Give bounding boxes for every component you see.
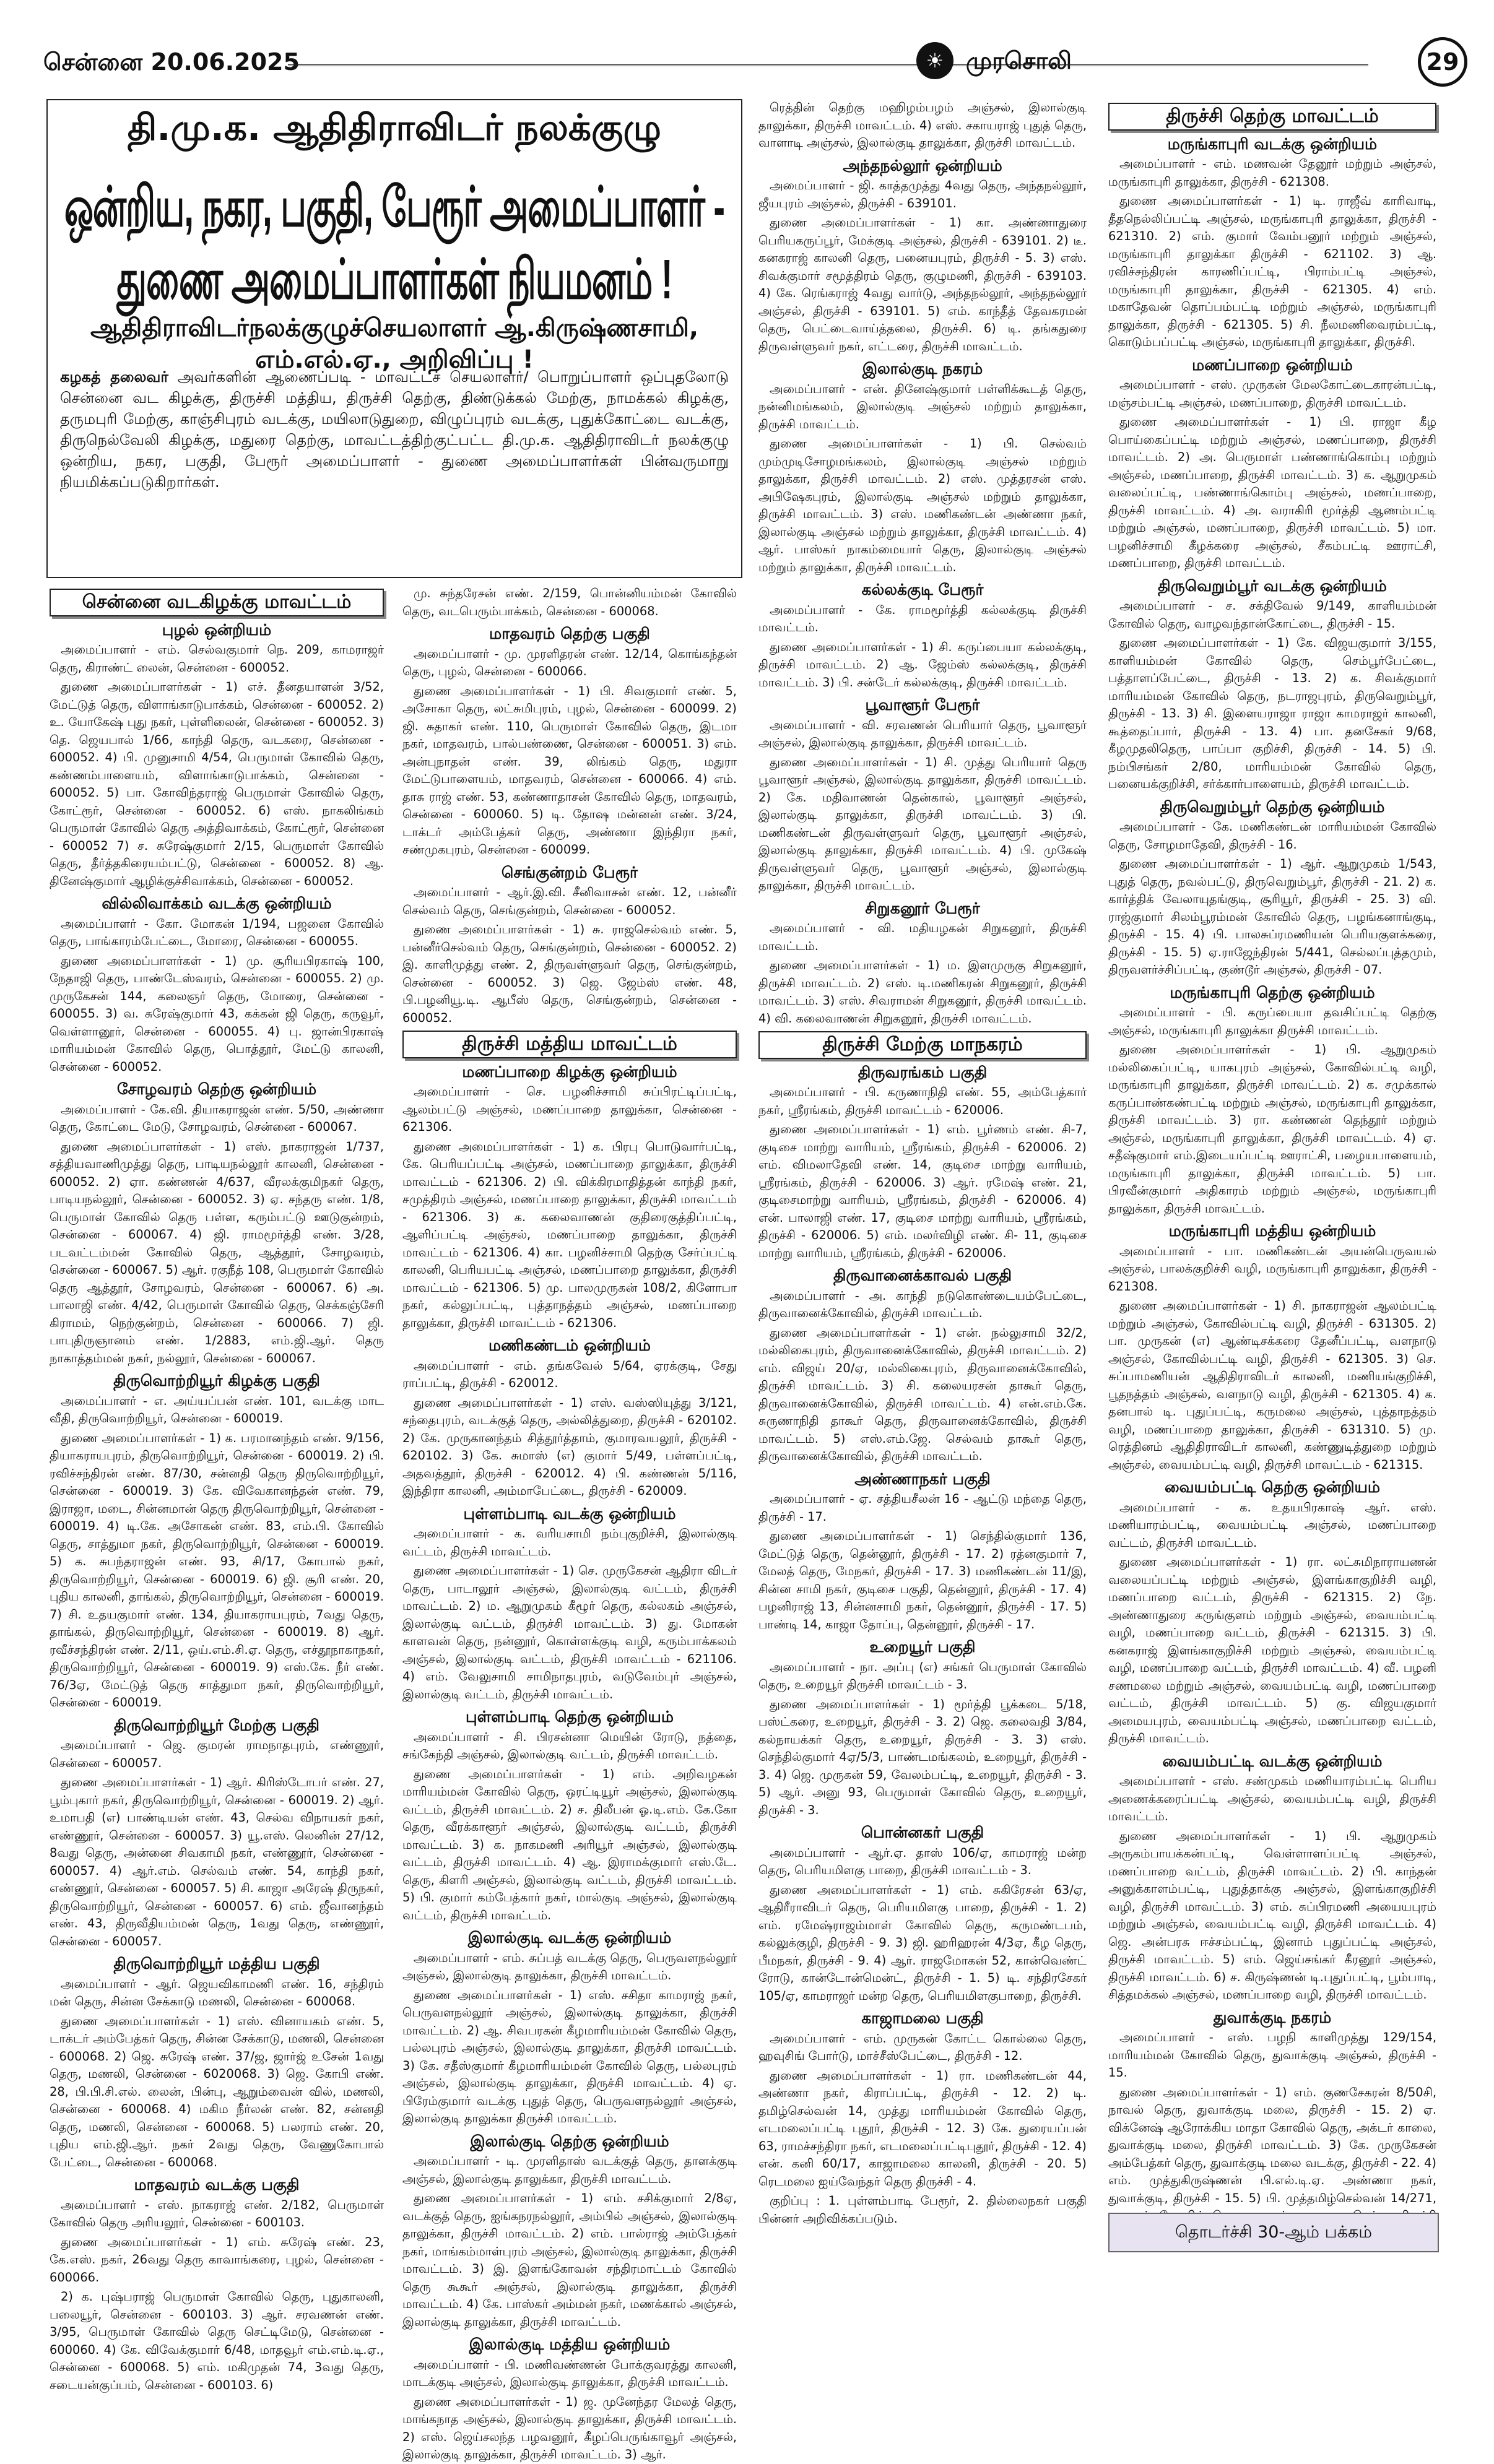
appointment-paragraph: துணை அமைப்பாளர்கள் - 1) எச். தீனதயாளன் 3/52, மேட்டுத் தெரு, விளாங்காடுபாக்கம், சென்னை - 600052. 2) உ. யோகேஷ் புது நகர், புள்ளிலைன், சென்னை - 600052. 3) தெ. ஜெயபால் 1/66, காந்தி தெரு, வடகரை, சென்னை - 600052. 4) பி. முனுசாமி 4/54, பெருமாள் கோவில் தெரு, கண்ணம்பாளையம், விளாங்காடுபாக்கம், சென்னை - 600052. 5) பா. கோவிந்தராஜ் பெருமாள் கோவில் தெரு, கோட்ரூர், சென்னை - 600052. 6) எஸ். நாகலிங்கம் பெருமாள் கோவில் தெரு அத்திவாக்கம், கோட்ரூர், சென்னை - 600052 7) ச. சுரேஷ்குமார் 2/15, பெருமாள் கோவில் தெரு, தீர்த்தகிரையம்பட்டு, சென்னை - 600052. 8) ஆ. தினேஷ்குமார் ஆழிக்குச்சிவாக்கம், சென்னை - 600052. [50, 680, 384, 888]
appointment-paragraph: துணை அமைப்பாளர்கள் - 1) சி. முத்து பெரியார் தெரு பூவாளூர் அஞ்சல், இலால்குடி தாலுக்கா, திருச்சி மாவட்டம். 2) கே. மதிவாணன் தென்கால், பூவாளூர் அஞ்சல், இலால்குடி தாலுக்கா, திருச்சி மாவட்டம். 3) பி. மணிகண்டன் திருவள்ளுவர் தெரு, பூவாளூர் அஞ்சல், இலால்குடி தாலுக்கா, திருச்சி மாவட்டம். 4) பி. முகேஷ் திருவள்ளுவர் தெரு, பூவாளூர் அஞ்சல், இலால்குடி தாலுக்கா, திருச்சி மாவட்டம். [758, 754, 1087, 893]
appointment-paragraph: துணை அமைப்பாளர்கள் - 1) செ. முருகேசன் ஆதிரா விடர் தெரு, பாடாலூர் அஞ்சல், இலால்குடி வட்டம், திருச்சி மாவட்டம். 2) ம. ஆறுமுகம் கீழூர் தெரு, கல்லகம் அஞ்சல், இலால்குடி வட்டம், திருச்சி மாவட்டம். 3) து. மோகன் காளவன் தெரு, நன்னூர், கொள்ளக்குடி வழி, கரும்பாக்கலம் அஞ்சல், இலால்குடி வட்டம், திருச்சி மாவட்டம் - 621106. 4) எம். வேலுசாமி சாமிநாதபுரம், வடுவேம்புர் அஞ்சல், இலால்குடி வட்டம், திருச்சி மாவட்டம். [402, 1563, 737, 1701]
appointment-paragraph: அமைப்பாளர் - கோ. மோகன் 1/194, பஜனை கோவில் தெரு, பாங்காரம்பேட்டை, மோரை, சென்னை - 600055. [50, 916, 384, 948]
section-heading: பொன்னகர் பகுதி [861, 1823, 984, 1841]
appointment-paragraph: அமைப்பாளர் - எஸ். நாகராஜ் எண். 2/182, பெருமாள் கோவில் தெரு அரியலூர், சென்னை - 600103. [50, 2197, 384, 2229]
appointment-paragraph: அமைப்பாளர் - வி. மதியழகன் சிறுகனூர், திருச்சி மாவட்டம். [758, 921, 1087, 953]
headline-box [46, 99, 742, 578]
appointment-paragraph: அமைப்பாளர் - எஸ். சண்முகம் மணியாரம்பட்டி பெரிய அணைக்கரைப்பட்டி அஞ்சல், வையம்பட்டி வழி, திருச்சி மாவட்டம். [1108, 1774, 1436, 1823]
appointment-paragraph: அமைப்பாளர் - நா. அப்பு (எ) சங்கர் பெருமாள் கோவில் தெரு, உறையூர் திருச்சி மாவட்டம் - 3. [758, 1659, 1087, 1692]
appointment-paragraph: துணை அமைப்பாளர்கள் - 1) எம். அறிவழகன் மாரியம்மன் கோவில் தெரு, ஒரட்டியூர் அஞ்சல், இலால்குடி வட்டம், திருச்சி மாவட்டம். 2) ச. திலீபன் ஓ.டி.எம். கே.கோ தெரு, வீரக்காளூர் அஞ்சல், இலால்குடி வட்டம், திருச்சி மாவட்டம். 3) க. நாகமணி அரியூர் அஞ்சல், இலால்குடி வட்டம், திருச்சி மாவட்டம். 4) ஆ. இராமக்குமார் எஸ்.டே. தெரு, கிளரி அஞ்சல், இலால்குடி வட்டம், திருச்சி மாவட்டம். 5) பி. குமார் கம்பேத்கார் நகர், மால்குடி அஞ்சல், இலால்குடி வட்டம், திருச்சி மாவட்டம். [402, 1766, 737, 1922]
appointment-paragraph: துணை அமைப்பாளர்கள் - 1) ஆர். கிரிஸ்டோபர் எண். 27, பூம்புகார் நகர், திருவொற்றியூர், சென்னை - 600019. 2) ஆர். உமாபதி (எ) பாண்டியன் எண். 43, செல்வ விநாயகர் நகர், எண்ணூர், சென்னை - 600057. 3) யூ.எஸ். லெனின் 27/12, 8வது தெரு, அன்னை சிவகாமி நகர், எண்ணூர், சென்னை - 600057. 4) ஆர்.எம். செல்வம் எண். 54, காந்தி நகர், எண்ணூர், சென்னை - 600057. 5) சி. காஜா அரேஷ் திருநகர், திருவொற்றியூர், சென்னை - 600057. 6) எம். ஜீவானந்தம் எண். 43, திருவீதியம்மன் தெரு, 1வது தெரு, எண்ணூர், சென்னை - 600057. [50, 1775, 384, 1948]
district-heading: திருச்சி மத்திய மாவட்டம் [402, 1031, 737, 1058]
column-2 [402, 585, 737, 2462]
appointment-paragraph: அமைப்பாளர் - கே.வி. தியாகராஜன் எண். 5/50, அண்ணா தெரு, கோட்டை மேடு, சோழவரம், சென்னை - 600067. [50, 1102, 384, 1134]
appointment-paragraph: அமைப்பாளர் - அ. காந்தி நடுகொண்டையம்பேட்டை, திருவானைக்கோவில், திருச்சி மாவட்டம். [758, 1288, 1087, 1320]
appointment-paragraph: அமைப்பாளர் - ச. சக்திவேல் 9/149, காளியம்மன் கோவில் தெரு, வாழவந்தான்கோட்டை, திருச்சி - 15. [1108, 599, 1436, 631]
appointment-paragraph: அமைப்பாளர் - ஜி. காத்தமுத்து 4வது தெரு, அந்தநல்லூர், ஜீயபுரம் அஞ்சல், திருச்சி - 639101. [758, 178, 1087, 210]
appointment-paragraph: அமைப்பாளர் - என். தினேஷ்குமார் பள்ளிக்கூடத் தெரு, நன்னிமங்கலம், இலால்குடி அஞ்சல் மற்றும் தாலுக்கா, திருச்சி மாவட்டம். [758, 381, 1087, 431]
appointment-paragraph: அமைப்பாளர் - எஸ். முருகன் மேலகோட்டைகாரன்பட்டி, மஞ்சம்பட்டி அஞ்சல், மணப்பாறை, திருச்சி மாவட்டம். [1108, 378, 1436, 410]
section-heading: மருங்காபுரி வடக்கு ஒன்றியம் [1167, 134, 1378, 153]
appointment-paragraph: துணை அமைப்பாளர்கள் - 1) பி. ஆறுமுகம் மல்லிகைப்பட்டி, யாகபுரம் அஞ்சல், கோவில்பட்டி வழி, மருங்காபுரி தாலுக்கா, திருச்சி மாவட்டம். 2) க. சமுக்கால் கருப்பாண்கண்பட்டி மற்றும் அஞ்சல், மருங்காபுரி தாலுக்கா, திருச்சி மாவட்டம். 3) ரா. கண்ணன் தெந்தூர் மற்றும் அஞ்சல், மருங்காபுரி தாலுக்கா, திருச்சி மாவட்டம். 4) ஏ. சதீஷ்குமார் எம்.இடையப்பட்டி ஊராட்சி, பழையபாளையம், மருங்காபுரி தாலுக்கா, திருச்சி மாவட்டம். 5) பா. பிரவீன்குமார் அதிகாரம் மற்றும் அஞ்சல், மருங்காபுரி தாலுக்கா, திருச்சி மாவட்டம். [1108, 1042, 1436, 1216]
appointment-paragraph: துணை அமைப்பாளர்கள் - 1) எம். குணசேகரன் 8/50சி, நாவல் தெரு, துவாக்குடி மலை, திருச்சி - 15. 2) ஏ. விக்னேஷ் ஆரோக்கிய மாதா கோவில் தெரு, அக்டர் காலை, துவாக்குடி மலை, திருச்சி மாவட்டம். 3) கே. முருகேசன் அம்பேத்கர் தெரு, துவாக்குடி மலை வடக்கு, திருச்சி - 22. 4) எம். முத்துகிருஷ்ணன் பி.எல்.டி.ஏ. அண்ணா நகர், துவாக்குடி, திருச்சி - 15. 5) பி. முத்தமிழ்செல்வன் 14/271, [1108, 2085, 1436, 2205]
appointment-paragraph: துணை அமைப்பாளர்கள் - 1) ஜ. முனேந்தர மேலத் தெரு, மாங்கநாத அஞ்சல், இலால்குடி தாலுக்கா, திருச்சி மாவட்டம். 2) எஸ். ஜெய்சலந்த பழவனூர், கீழப்பெருங்காவூர் அஞ்சல், இலால்குடி தாலுக்கா, திருச்சி மாவட்டம். 3) ஆர். [402, 2394, 737, 2462]
appointment-paragraph: துணை அமைப்பாளர்கள் - 1) ரா. மணிகண்டன் 44, அண்ணா நகர், கிராப்பட்டி, திருச்சி - 12. 2) டி. தமிழ்செல்வன் 14, முத்து மாரியம்மன் கோவில் தெரு, எடமலைப்பட்டி புதூர், திருச்சி - 12. 3) கே. துரையப்பன் 63, ராமச்சந்திரா நகர், எடமலைப்பட்டிபுதூர், திருச்சி - 12. 4) என். கனி 60/17, காஜாமலை காலனி, திருச்சி - 20. 5) ரெடமலை ஐய்வேந்தர் தெரு திருச்சி - 4. [758, 2068, 1087, 2189]
appointment-paragraph: அமைப்பாளர் - க. வரியசாமி நம்புகுறிச்சி, இலால்குடி வட்டம், திருச்சி மாவட்டம். [402, 1526, 737, 1558]
section-heading: காஜாமலை பகுதி [861, 2009, 984, 2027]
appointment-paragraph: அமைப்பாளர் - எம். முருகன் கோட்ட கொல்லை தெரு, ஹவுசிங் போர்டு, மாச்சீஸ்பேட்டை, திருச்சி - 12. [758, 2031, 1087, 2063]
appointment-paragraph: துணை அமைப்பாளர்கள் - 1) பி. செல்வம் மும்முடிசோழமங்கலம், இலால்குடி அஞ்சல் மற்றும் தாலுக்கா, திருச்சி மாவட்டம். 2) எஸ். முத்தரசன் எஸ். அபிஷேகபுரம், இலால்குடி அஞ்சல் மற்றும் தாலுக்கா, திருச்சி மாவட்டம். 3) எஸ். மணிகண்டன் அண்ணா நகர், இலால்குடி அஞ்சல் மற்றும் தாலுக்கா, திருச்சி மாவட்டம். 4) ஆர். பாஸ்கர் நாகம்மையார் தெரு, இலால்குடி அஞ்சல் மற்றும் தாலுக்கா, திருச்சி மாவட்டம். [758, 436, 1087, 574]
section-heading: செங்குன்றம் பேரூர் [501, 863, 638, 881]
appointment-paragraph: அமைப்பாளர் - ஆர்.இ.வி. சீனிவாசன் எண். 12, பன்னீர் செல்வம் தெரு, செங்குன்றம், சென்னை - 600052. [402, 885, 737, 917]
appointment-paragraph: துணை அமைப்பாளர்கள் - 1) எம். சுகிரேசன் 63/ஏ, ஆதிரீராவிடர் தெரு, பெரியமிளகு பாறை, திருச்சி - 1. 2) எம். ரமேஷ்ராஜம்மாள் கோவில் தெரு, கருமண்டபம், கல்லுக்குழி, திருச்சி - 9. 3) ஜி. ஹரிஹரன் 4/3ஏ, கீழ தெரு, பீமநகர், திருச்சி - 9. 4) ஆர். ராஜமோகன் 52, கான்வெண்ட் ரோடு, கான்டோன்மென்ட், திருச்சி - 1. 5) டி. சந்திரசேகர் 105/ஏ, காமராஜர் மன்ற தெரு, பெரியமிளகுபாறை, திருச்சி. [758, 1882, 1087, 2003]
appointment-paragraph: குறிப்பு : 1. புள்ளம்பாடி பேரூர், 2. தில்லைநகர் பகுதி பின்னர் அறிவிக்கப்படும். [758, 2194, 1087, 2226]
appointment-paragraph: துணை அமைப்பாளர்கள் - 1) எஸ். வினாயகம் எண். 5, டாக்டர் அம்பேத்கர் தெரு, சின்ன சேக்காடு, மணலி, சென்னை - 600068. 2) ஜெ. சுரேஷ் எண். 37/ஜ, ஜார்ஜ் உசேன் 1வது தெரு, மணலி, சென்னை - 6020068. 3) ஜெ. கோபி எண். 28, பி.பி.சி.எல். லைன், பின்பு, ஆறும்வைன் வில், மணலி, சென்னை - 600068. 4) மகிம நீர்லன் எண். 82, சன்னதி தெரு, மணலி, சென்னை - 600068. 5) பலராம் எண். 20, புதிய எம்.ஜி.ஆர். நகர் 2வது தெரு, வேணுகோபால் பேட்டை, சென்னை - 600068. [50, 2013, 384, 2169]
appointment-paragraph: அமைப்பாளர் - டி. முரளிதாஸ் வடக்குத் தெரு, தாளக்குடி அஞ்சல், இலால்குடி தாலுக்கா, திருச்சி மாவட்டம். [402, 2154, 737, 2186]
section-heading: திருவெறும்பூர் வடக்கு ஒன்றியம் [1158, 576, 1387, 595]
appointment-paragraph: அமைப்பாளர் - எ. அய்யப்பன் எண். 101, வடக்கு மாட வீதி, திருவொற்றியூர், சென்னை - 600019. [50, 1393, 384, 1425]
headline-title: தி.மு.க. ஆதிதிராவிடர் நலக்குழு [127, 106, 662, 149]
section-heading: சிறுகனூர் பேரூர் [865, 899, 980, 917]
appointment-paragraph: துணை அமைப்பாளர்கள் - 1) சி. நாகராஜன் ஆலம்பட்டி மற்றும் அஞ்சல், கோவில்பட்டி வழி, திருச்சி - 631305. 2) பா. முருகன் (எ) ஆண்டிசக்கரை தேனீப்பட்டி, வளநாடு அஞ்சல், கோவில்பட்டி வழி, திருச்சி - 621305. 3) செ. சுப்பாமணியன் ஆதிதிராவிடர் காலனி, மணியங்குறிச்சி, பூதநத்தம் அஞ்சல், வளநாடு வழி, திருச்சி - 621305. 4) க. தனபால் டி. புதுப்பட்டி, கருமலை அஞ்சல், புத்தாநத்தம் வழி, மணப்பாறை தாலுக்கா, திருச்சி - 631310. 5) மு. ரெத்தினம் ஆதிதிராவிடர் காலனி, கண்ணுடித்துறை மற்றும் அஞ்சல், வையம்பட்டி வழி, திருச்சி மாவட்டம் - 621315. [1108, 1299, 1436, 1472]
appointment-paragraph: துணை அமைப்பாளர்கள் - 1) எஸ். வஸ்ஸியுத்து 3/121, சந்தைபுரம், வடக்குத் தெரு, அல்லித்துறை, திருச்சி - 620102. 2) கே. முருகானந்தம் சித்தூர்த்தாம், குமாரவயலூர், திருச்சி - 620102. 3) கே. சுமாஸ் (எ) குமார் 5/49, பள்ளப்பட்டி, அதவத்தூர், திருச்சி - 620012. 4) பி. கண்ணன் 5/116, இந்திரா காலனி, அம்மாபேட்டை, திருச்சி - 620009. [402, 1395, 737, 1498]
section-heading: திருவொற்றியூர் மேற்கு பகுதி [114, 1716, 319, 1734]
section-heading: இலால்குடி மத்திய ஒன்றியம் [469, 2335, 671, 2353]
section-heading: மருங்காபுரி தெற்கு ஒன்றியம் [1170, 983, 1375, 1001]
appointment-paragraph: துணை அமைப்பாளர்கள் - 1) க. பிரபு பொடுவார்பட்டி, கே. பெரியப்பட்டி அஞ்சல், மணப்பாறை தாலுக்கா, திருச்சி மாவட்டம் - 621306. 2) பி. விக்கிரமாதித்தன் காந்தி நகர், சமுத்திரம் அஞ்சல், மணப்பாறை தாலுக்கா, திருச்சி மாவட்டம் - 621306. 3) க. கலைவாணன் குதிரைகுத்திப்பட்டி, ஆளிப்பட்டி அஞ்சல், மணப்பாறை தாலுக்கா, திருச்சி மாவட்டம் - 621306. 4) கா. பழனிச்சாமி தெற்கு சேர்ப்பட்டி காலனி, பெரியபட்டி அஞ்சல், மணப்பாறை தாலுக்கா, திருச்சி மாவட்டம் - 621306. 5) மு. பாலமுருகன் 108/2, கிளோபா நகர், கல்லுப்பட்டி, புத்தாநத்தம் அஞ்சல், மணப்பாறை தாலுக்கா, திருச்சி மாவட்டம் - 621306. [402, 1139, 737, 1330]
section-heading: இலால்குடி நகரம் [862, 360, 983, 378]
section-heading: இலால்குடி வடக்கு ஒன்றியம் [467, 1929, 672, 1947]
section-heading: திருவொற்றியூர் மத்திய பகுதி [113, 1955, 320, 1973]
issue-date: சென்னை 20.06.2025 [43, 48, 300, 76]
headline-main: ஒன்றிய, நகர, பகுதி, பேரூர் அமைப்பாளர் - துணை அமைப்பாளர்கள் நியமனம் ! [64, 175, 725, 311]
appointment-paragraph: மு. சுந்தரேசன் எண். 2/159, பொன்னியம்மன் கோவில் தெரு, வடபெரும்பாக்கம், சென்னை - 600068. [402, 586, 737, 618]
district-heading: திருச்சி மேற்கு மாநகரம் [758, 1031, 1087, 1059]
section-heading: திருவானைக்காவல் பகுதி [833, 1266, 1012, 1284]
section-heading: திருவரங்கம் பகுதி [858, 1063, 988, 1081]
masthead [43, 37, 1461, 96]
appointment-paragraph: அமைப்பாளர் - எம். தங்கவேல் 5/64, ஏரக்குடி, சேது ராப்பட்டி, திருச்சி - 620012. [402, 1358, 737, 1390]
section-heading: துவாக்குடி நகரம் [1213, 2008, 1332, 2026]
section-heading: மாதவரம் தெற்கு பகுதி [489, 625, 650, 642]
appointment-paragraph: துணை அமைப்பாளர்கள் - 1) ம. இளமுருகு சிறுகனூர், திருச்சி மாவட்டம். 2) எஸ். டி.மணிகரன் சிறுகனூர், திருச்சி மாவட்டம். 3) எஸ். சிவராமன் சிறுகனூர், திருச்சி மாவட்டம். 4) வி. கலைவாணன் சிறுகனூர், திருச்சி மாவட்டம். [758, 958, 1087, 1026]
intro-lead: கழகத் தலைவர் [60, 368, 168, 386]
section-heading: மருங்காபுரி மத்திய ஒன்றியம் [1168, 1222, 1376, 1240]
appointment-paragraph: துணை அமைப்பாளர்கள் - 1) மூர்த்தி பூக்கடை 5/18, பஸ்ட்கரை, உறையூர், திருச்சி - 3. 2) ஜெ. கலைவதி 3/84, கல்நாயக்கர் தெரு, உறையூர், திருச்சி - 3. 3) எஸ். செந்தில்குமார் 4ஏ/5/3, பாண்டமங்கலம், உறையூர், திருச்சி - 3. 4) ஜெ. முருகன் 59, வேலம்பட்டி, உறையூர், திருச்சி - 3. 5) ஆர். அனு 93, பெருமாள் கோவில் தெரு, உறையூர், திருச்சி - 3. [758, 1697, 1087, 1817]
section-heading: திருவொற்றியூர் கிழக்கு பகுதி [113, 1372, 320, 1390]
appointment-paragraph: அமைப்பாளர் - கே. மணிகண்டன் மாரியம்மன் கோவில் தெரு, சோழமாதேவி, திருச்சி - 16. [1108, 819, 1436, 852]
appointment-paragraph: துணை அமைப்பாளர்கள் - 1) பி. சிவகுமார் எண். 5, அசோகா தெரு, லட்சுமிபுரம், புழல், சென்னை - 600099. 2) ஜி. சுதாகர் எண். 110, பெருமாள் கோவில் தெரு, இடமா நகர், மாதவரம், பால்பண்ணை, சென்னை - 600051. 3) எம். அன்புநாதன் எண். 39, லிங்கம் தெரு, மதுரா மேட்டுபாளையம், மாதவரம், சென்னை - 600066. 4) எம். தாசு ராஜ் எண். 53, கண்ணாதாசன் கோவில் தெரு, மாதவரம், சென்னை - 600060. 5) டி. தோஷ மன்னன் எண். 3/24, டாக்டர் அம்பேத்கர் தெரு, அண்ணா இந்திரா நகர், சண்முகபுரம், சென்னை - 600099. [402, 683, 737, 857]
page-number: 29 [1418, 37, 1467, 87]
appointment-paragraph: அமைப்பாளர் - செ. பழனிச்சாமி சுப்பிரட்டிப்பட்டி, ஆலம்பட்டு அஞ்சல், மணப்பாறை தாலுக்கா, சென்னை - 621306. [402, 1084, 737, 1134]
section-heading: உறையூர் பகுதி [869, 1638, 976, 1656]
appointment-paragraph: அமைப்பாளர் - ஜெ. குமரன் ராமநாதபுரம், எண்ணூர், சென்னை - 600057. [50, 1738, 384, 1770]
appointment-paragraph: அமைப்பாளர் - பி. கருப்பையா தவசிப்பட்டி தெற்கு அஞ்சல், மருங்காபுரி தாலுக்கா திருச்சி மாவட்டம். [1108, 1005, 1436, 1037]
appointment-paragraph: துணை அமைப்பாளர்கள் - 1) கா. அண்ணாதுரை பெரியகருப்பூர், மேக்குடி அஞ்சல், திருச்சி - 639101. 2) டீ. கனகராஜ் காலனி தெரு, பனையபுரம், திருச்சி - 5. 3) எஸ். சிவக்குமார் சமூத்திரம் தெரு, குழுமணி, திருச்சி - 639103. 4) கே. ரெங்கராஜ் 4வது வார்டு, அந்தநல்லூர், அந்தநல்லூர் அஞ்சல், திருச்சி - 639101. 5) எம். காந்தீத் தேவகரமன் தெரு, பெட்டைவாய்த்தலை, திருச்சி. 6) டி. தங்கதுரை திருவள்ளுவர் நகர், எட்டரை, திருச்சி மாவட்டம். [758, 215, 1087, 353]
appointment-paragraph: அமைப்பாளர் - எம். சுப்பத் வடக்கு தெரு, பெருவளநல்லூர் அஞ்சல், இலால்குடி தாலுக்கா, திருச்சி மாவட்டம். [402, 1950, 737, 1982]
appointment-paragraph: அமைப்பாளர் - பி. மணிவண்ணன் போக்குவரத்து காலனி, மாடக்குடி அஞ்சல், இலால்குடி தாலுக்கா, திருச்சி மாவட்டம். [402, 2357, 737, 2389]
appointment-paragraph: அமைப்பாளர் - கே. ராமமூர்த்தி கல்லக்குடி திருச்சி மாவட்டம். [758, 602, 1087, 634]
section-heading: வையம்பட்டி வடக்கு ஒன்றியம் [1162, 1752, 1383, 1770]
appointment-paragraph: துணை அமைப்பாளர்கள் - 1) பி. ராஜா கீழ பொய்கைப்பட்டி மற்றும் அஞ்சல், மணப்பாறை, திருச்சி மாவட்டம். 2) அ. பெருமாள் பண்ணாங்கொம்பு மற்றும் அஞ்சல், மணப்பாறை, திருச்சி மாவட்டம். 3) க. ஆறுமுகம் வலைப்பட்டி, பண்ணாங்கொம்பு அஞ்சல், மணப்பாறை, திருச்சி மாவட்டம். 4) அ. வராகிரி மூர்த்தி ஆணம்பட்டி மற்றும் அஞ்சல், மணப்பாறை, திருச்சி மாவட்டம். 5) மா. பழனிச்சாமி கீழக்கரை அஞ்சல், சீகம்பட்டி ஊராட்சி, மணப்பாறை, திருச்சி மாவட்டம். [1108, 415, 1436, 570]
appointment-paragraph: துணை அமைப்பாளர்கள் - 1) என். நல்லுசாமி 32/2, மல்லிகைபுரம், திருவானைக்கோவில், திருச்சி மாவட்டம். 2) எம். விஜய் 20/ஏ, மல்லிகைபுரம், திருவானைக்கோவில், திருச்சி மாவட்டம். 3) சி. கலையரசன் தாகூர் தெரு, திருவானைக்கோவில், திருச்சி மாவட்டம். 4) என்.எம்.கே. சுருணாநிதி தாகூர் தெரு, திருவானைக்கோவில், திருச்சி மாவட்டம். 5) எஸ்.எம்.ஜே. செல்வம் தாகூர் தெரு, திருவானைக்கோவில், திருச்சி மாவட்டம். [758, 1325, 1087, 1463]
section-heading: இலால்குடி தெற்கு ஒன்றியம் [470, 2132, 669, 2150]
section-heading: புள்ளம்பாடி தெற்கு ஒன்றியம் [466, 1708, 674, 1726]
appointment-paragraph: துணை அமைப்பாளர்கள் - 1) மு. சூரியபிரகாஷ் 100, நேதாஜி தெரு, பாண்டேஸ்வரம், சென்னை - 600055. 2) மு. முருகேசன் 144, கலைஞர் தெரு, மோரை, சென்னை - 600055. 3) வ. சுரேஷ்குமார் 43, கக்கன் ஜி தெரு, கருவூர், வெள்ளானூர், சென்னை - 600055. 4) பு. ஜான்பிரகாஷ் மாரியம்மன் கோவில் தெரு, பொத்தூர், மேட்டு காலனி, சென்னை - 600052. [50, 953, 384, 1074]
section-heading: வையம்பட்டி தெற்கு ஒன்றியம் [1164, 1478, 1381, 1496]
appointment-paragraph: துணை அமைப்பாளர்கள் - 1) சு. ராஜசெல்வம் எண். 5, பன்னீர்செல்வம் தெரு, செங்குன்றம், சென்னை - 600052. 2) இ. காளிமுத்து எண். 2, திருவள்ளுவர் தெரு, செங்குன்றம், சென்னை - 600052. 3) ஜெ. ஜேம்ஸ் எண். 48, பி.பழனியூ.டி. ஆபீஸ் தெரு, செங்குன்றம், சென்னை - 600052. [402, 922, 737, 1025]
appointment-paragraph: துணை அமைப்பாளர்கள் - 1) சி. கருப்பையா கல்லக்குடி, திருச்சி மாவட்டம். 2) ஆ. ஜேம்ஸ் கல்லக்குடி, திருச்சி மாவட்டம். 3) பி. சன்டேர் கல்லக்குடி, திருச்சி மாவட்டம். [758, 639, 1087, 689]
appointment-paragraph: அமைப்பாளர் - க. உதயபிரகாஷ் ஆர். எஸ். மணியாரம்பட்டி, வையம்பட்டி அஞ்சல், மணப்பாறை வட்டம், திருச்சி மாவட்டம். [1108, 1500, 1436, 1550]
appointment-paragraph: துணை அமைப்பாளர்கள் - 1) ரா. லட்சுமிநாராயணன் வலையப்பட்டி மற்றும் அஞ்சல், இளங்காகுறிச்சி வழி, மணப்பாறை வட்டம், திருச்சி - 621315. 2) நே. அண்ணாதுரை கருங்குளம் மற்றும் அஞ்சல், வையம்பட்டி வழி, மணப்பாறை வட்டம், திருச்சி - 621315. 3) பி. கனகராஜ் இளங்காகுறிச்சி மற்றும் அஞ்சல், வையம்பட்டி வழி, மணப்பாறை வட்டம், திருச்சி மாவட்டம். 4) வீ. பழனி சணமலை மற்றும் அஞ்சல், வையம்பட்டி வழி, மணப்பாறை வட்டம், திருச்சி மாவட்டம். 5) கு. விஜயகுமார் அமையபுரம், வையம்பட்டி அஞ்சல், மணப்பாறை வட்டம், திருச்சி மாவட்டம். [1108, 1555, 1436, 1745]
appointment-paragraph: அமைப்பாளர் - பி. கருணாநிதி எண். 55, அம்பேத்கார் நகர், ஸ்ரீரங்கம், திருச்சி மாவட்டம் - 620006. [758, 1085, 1087, 1117]
appointment-paragraph: அமைப்பாளர் - எம். மணவன் தேனூர் மற்றும் அஞ்சல், மருங்காபுரி தாலுக்கா, திருச்சி - 621308. [1108, 157, 1436, 189]
appointment-paragraph: அமைப்பாளர் - எம். செல்வகுமார் நெ. 209, காமராஜர் தெரு, கிராண்ட் லைன், சென்னை - 600052. [50, 642, 384, 675]
section-heading: திருவெறும்பூர் தெற்கு ஒன்றியம் [1160, 797, 1385, 816]
appointment-paragraph: ரெத்தின் தெற்கு மஹிழம்பழம் அஞ்சல், இலால்குடி தாலுக்கா, திருச்சி மாவட்டம். 4) எஸ். சகாயராஜ் புதுத் தெரு, வாளாடி அஞ்சல், இலால்குடி தாலுக்கா, திருச்சி மாவட்டம். [758, 100, 1087, 150]
section-heading: கல்லக்குடி பேரூர் [861, 581, 984, 599]
appointment-paragraph: துணை அமைப்பாளர்கள் - 1) எம். சுரேஷ் எண். 23, கே.எஸ். நகர், 26வது தெரு காவாங்கரை, புழல், சென்னை - 600066. [50, 2234, 384, 2285]
section-heading: புழல் ஒன்றியம் [162, 620, 272, 639]
section-heading: அந்தநல்லூர் ஒன்றியம் [843, 156, 1002, 175]
masthead-rule-right [1049, 64, 1368, 66]
section-heading: வில்லிவாக்கம் வடக்கு ஒன்றியம் [102, 894, 332, 912]
appointment-paragraph: துணை அமைப்பாளர்கள் - 1) எஸ். சசிதா காமராஜ் நகர், பெருவளநல்லூர் அஞ்சல், இலால்குடி தாலுக்கா, திருச்சி மாவட்டம். 2) ஆ. சிவபரகன் கீழமாரியம்மன் கோவில் தெரு, பல்லபுரம் அஞ்சல், இலால்குடி தாலுக்கா, திருச்சி மாவட்டம். 3) கே. சதீஸ்குமார் கீழமாரியம்மன் கோவில் தெரு, பல்லபுரம் அஞ்சல், இலால்குடி தாலுக்கா, திருச்சி மாவட்டம். 4) ஏ. பிரேம்குமார் வடக்கு புதுத் தெரு, பெருவளநல்லூர் அஞ்சல், இலால்குடி தாலுக்கா திருச்சி மாவட்டம். [402, 1987, 737, 2125]
section-heading: மணப்பாறை ஒன்றியம் [1192, 355, 1353, 374]
column-4 [1108, 99, 1436, 2203]
appointment-paragraph: அமைப்பாளர் - சி. பிரசன்னா மெயின் ரோடு, நத்தை, சங்கேந்தி அஞ்சல், இலால்குடி வட்டம், திருச்சி மாவட்டம். [402, 1729, 737, 1762]
section-heading: பூவாளூர் பேரூர் [865, 696, 980, 714]
appointment-paragraph: 2) க. புஷ்பராஜ் பெருமாள் கோவில் தெரு, புதுகாலனி, பலையூர், சென்னை - 600103. 3) ஆர். சரவணன் எண். 3/95, பெருமாள் கோவில் தெரு செட்டிமேடு, சென்னை - 600060. 4) கே. விவேக்குமார் 6/48, மாதவூர் எம்.எம்.டி.ஏ., சென்னை - 600068. 5) எம். மகிமுதன் 74, 3வது தெரு, சடையன்குப்பம், சென்னை - 600103. 6) [50, 2289, 384, 2392]
appointment-paragraph: துணை அமைப்பாளர்கள் - 1) ஆர். ஆறுமுகம் 1/543, புதுத் தெரு, நவல்பட்டு, திருவெறும்பூர், திருச்சி - 21. 2) க. கார்த்திக் வேலாயுதங்குடி, சூரியூர், திருச்சி - 25. 3) வி. ராஜ்குமார் சிலம்பூரம்மன் கோவில் தெரு, பழங்கனாங்குடி, திருச்சி - 15. 4) பி. பாலசுப்ரமணியன் பெரியகுளக்கரை, திருச்சி - 15. 5) ஏ.ராஜேந்திரன் 5/441, செல்லப்புத்தமும், திருவளர்ச்சிப்பட்டி, குண்டூர் அஞ்சல், திருச்சி - 07. [1108, 857, 1436, 977]
section-heading: மாதவரம் வடக்கு பகுதி [134, 2176, 300, 2194]
appointment-paragraph: துணை அமைப்பாளர்கள் - 1) க. பரமானந்தம் எண். 9/156, தியாகராயபுரம், திருவொற்றியூர், சென்னை - 600019. 2) பி. ரவிச்சந்திரன் எண். 87/30, சன்னதி தெரு திருவொற்றியூர், சென்னை - 600019. 3) கே. விவேகானந்தன் எண். 79, இராஜா, மடை, சின்னமான் தெரு திருவொற்றியூர், சென்னை - 600019. 4) டி.கே. அசோகன் எண். 83, எம்.பி. கோவில் தெரு, சாத்துமா நகர், திருவொற்றியூர், சென்னை - 600019. 5) க. சுபந்தராஜன் எண். 93, சி/17, கோபால் நகர், திருவொற்றியூர், சென்னை - 600019. 6) ஜி. சூரி எண். 20, புதிய காலனி, தாங்கல், திருவொற்றியூர், சென்னை - 600019. 7) சி. உதயகுமார் எண். 134, தியாகராயபுரம், 7வது தெரு, தாங்கல், திருவொற்றியூர், சென்னை - 600019. 8) ஆர். ரவீச்சந்திரன் எண். 2/11, ஒய்.எம்.சி.ஏ. தெரு, எச்தூநாகாநகர், திருவொற்றியூர், சென்னை - 600019. 9) எஸ்.கே. நீர் எண். 76/3ஏ, மேட்டுத் தெரு சாத்துமா நகர், திருவொற்றியூர், சென்னை - 600019. [50, 1430, 384, 1710]
column-3 [758, 99, 1087, 2253]
section-heading: அண்ணாநகர் பகுதி [854, 1469, 991, 1488]
appointment-paragraph: துணை அமைப்பாளர்கள் - 1) டி. ராஜீவ் காரிவாடி, தீதநெல்லிப்பட்டி அஞ்சல், மருங்காபுரி தாலுக்கா, திருச்சி - 621310. 2) எம். குமார் வேம்பனூர் மற்றும் அஞ்சல், மருங்காபுரி தாலுக்கா திருச்சி - 621102. 3) ஆ. ரவிச்சந்திரன் காரணிப்பட்டி, பிராம்பட்டி அஞ்சல், மருங்காபுரி தாலுக்கா, திருச்சி - 621305. 4) எம். மகாதேவன் தொப்பம்பட்டி மற்றும் அஞ்சல், மருங்காபுரி தாலுக்கா, திருச்சி - 621305. 5) சி. நீலமணிவைரம்பட்டி, கொடும்பப்பட்டி அஞ்சல், மருங்காபுரி தாலுக்கா, திருச்சி. [1108, 194, 1436, 349]
newspaper-name: முரசொலி [966, 47, 1072, 74]
appointment-paragraph: துணை அமைப்பாளர்கள் - 1) செந்தில்குமார் 136, மேட்டுத் தெரு, தென்னூர், திருச்சி - 17. 2) ரத்னகுமார் 7, மேலத் தெரு, மேநகர், திருச்சி - 17. 3) மணிகண்டன் 11/இ, சின்ன சாமி நகர், குடிசை பகுதி, தென்னூர், திருச்சி - 17. 4) பழனிராஜ் 13, சின்னசாமி நகர், தென்னூர், திருச்சி - 17. 5) பாண்டி 14, காஜா தோப்பு, தென்னூர், திருச்சி - 17. [758, 1529, 1087, 1632]
appointment-paragraph: துணை அமைப்பாளர்கள் - 1) எம். பூர்ணம் எண். சி-7, குடிசை மாற்று வாரியம், ஸ்ரீரங்கம், திருச்சி - 620006. 2) எம். விமலாதேவி எண். 14, குடிசை மாற்று வாரியம், ஸ்ரீரங்கம், திருச்சி - 620006. 3) ஆர். ரமேஷ் எண். 21, குடிசைமாற்று வாரியம், ஸ்ரீரங்கம், திருச்சி - 620006. 4) என். பாலாஜி எண். 17, குடிசை மாற்று வாரியம், ஸ்ரீரங்கம், திருச்சி - 620006. 5) எம். மலர்விழி எண். சி- 11, குடிசை மாற்று வாரியம், ஸ்ரீரங்கம், திருச்சி - 620006. [758, 1122, 1087, 1260]
section-heading: புள்ளம்பாடி வடக்கு ஒன்றியம் [463, 1504, 676, 1523]
appointment-paragraph: அமைப்பாளர் - ஏ. சத்தியசீலன் 16 - ஆட்டு மந்தை தெரு, திருச்சி - 17. [758, 1492, 1087, 1524]
appointment-paragraph: அமைப்பாளர் - ஆர்.ஏ. தாஸ் 106/ஏ, காமராஜ் மன்ற தெரு, பெரியமிளகு பாறை, திருச்சி மாவட்டம் - 3. [758, 1845, 1087, 1877]
continuation-note: தொடர்ச்சி 30-ஆம் பக்கம் [1108, 2213, 1439, 2252]
appointment-paragraph: அமைப்பாளர் - பா. மணிகண்டன் அயன்பெருவயல் அஞ்சல், பாலக்குறிச்சி வழி, மருங்காபுரி தாலுக்கா, திருச்சி - 621308. [1108, 1243, 1436, 1294]
section-heading: சோழவரம் தெற்கு ஒன்றியம் [116, 1080, 317, 1098]
section-heading: மணப்பாறை கிழக்கு ஒன்றியம் [462, 1062, 677, 1081]
appointment-paragraph: துணை அமைப்பாளர்கள் - 1) எஸ். நாகராஜன் 1/737, சத்தியவாணிமுத்து தெரு, பாடியநல்லூர் காலனி, சென்னை - 600052. 2) ஏா. கண்ணன் 4/637, வீரலக்குமிநகர் தெரு, பாடியநல்லூர், சென்னை - 600052. 3) ஏ. சந்தரு எண். 1/8, பெருமாள் கோவில் தெரு பள்ள, கரும்பட்டு ஊடுகுன்றம், சென்னை - 600067. 4) ஜி. ராமமூர்த்தி எண். 3/28, படவட்டம்மன் கோவில் தெரு, ஆத்தூர், சோழவரம், சென்னை - 600067. 5) ஆர். ரகுநீத் 108, பெருமாள் கோவில் தெரு ஆத்தூர், சோழவரம், சென்னை - 600067. 6) அ. பாலாஜி எண். 4/42, பெருமாள் கோவில் தெரு, செக்கஞ்சேரி கிராமம், நெற்குன்றம், சென்னை - 600066. 7) ஜி. பாபுதிருஞானம் எண். 1/2883, எம்.ஜி.ஆர். தெரு நாகாத்தம்மன் நகர், நல்லூர், சென்னை - 600067. [50, 1139, 384, 1365]
district-heading: திருச்சி தெற்கு மாவட்டம் [1108, 103, 1436, 131]
appointment-paragraph: அமைப்பாளர் - வி. சரவணன் பெரியார் தெரு, பூவாளூர் அஞ்சல், இலால்குடி தாலுக்கா, திருச்சி மாவட்டம். [758, 717, 1087, 750]
appointment-paragraph: அமைப்பாளர் - மு. முரளிதரன் எண். 12/14, கொங்கந்தன் தெரு, புழல், சென்னை - 600066. [402, 646, 737, 678]
appointment-paragraph: அமைப்பாளர் - எஸ். பழநி காளிமுத்து 129/154, மாரியம்மன் கோவில் தெரு, துவாக்குடி அஞ்சல், திருச்சி - 15. [1108, 2030, 1436, 2080]
headline-intro [60, 366, 729, 493]
intro-text: அவர்களின் ஆணைப்படி - மாவட்டச் செயலாளர்/ பொறுப்பாளர் ஒப்புதலோடு சென்னை வட கிழக்கு, திருச்சி மத்திய, திருச்சி தெற்கு, திண்டுக்கல் மேற்கு, நாமக்கல் கிழக்கு, தருமபுரி மேற்கு, காஞ்சிபுரம் வடக்கு, மயிலாடுதுறை, விழுப்புரம் வடக்கு, புதுக்கோட்டை வடக்கு, திருநெல்வேலி கிழக்கு, மதுரை தெற்கு, மாவட்டத்திற்குட்பட்ட தி.மு.க. ஆதிதிராவிடர் நலக்குழு ஒன்றிய, நகர, பகுதி, பேரூர் அமைப்பாளர் - துணை அமைப்பாளர்கள் பின்வருமாறு நியமிக்கப்படுகிறார்கள். [60, 368, 729, 491]
headline-subtitle: ஆதிதிராவிடர்நலக்குழுச்செயலாளர் ஆ.கிருஷ்ணசாமி, எம்.எல்.ஏ., அறிவிப்பு ! [90, 314, 699, 374]
appointment-paragraph: அமைப்பாளர் - ஆர். ஜெயவிகாமணி எண். 16, சந்திரம் மன் தெரு, சின்ன சேக்காடு மணலி, சென்னை - 600068. [50, 1976, 384, 2008]
appointment-paragraph: துணை அமைப்பாளர்கள் - 1) கே. விஜயகுமார் 3/155, காளியம்மன் கோவில் தெரு, செம்பூர்பேட்டை, பத்தாளப்பேட்டை, திருச்சி - 13. 2) க. சிவக்குமார் மாரியம்மன் கோவில் தெரு, நடராஜபுரம், திருவெறும்பூர், திருச்சி - 13. 3) சி. இளையராஜா ராஜா காமராஜர் காலனி, கூத்தைப்பார், திருச்சி - 13. 4) பா. தனசேகர் 9/68, கீழமுதலிதெரு, பாப்பா குறிச்சி, திருச்சி - 14. 5) பி. நம்பிசங்கர் 2/80, மாரியம்மன் கோவில் தெரு, பனையக்குறிச்சி, சர்க்கார்பாளையம், திருச்சி மாவட்டம். [1108, 636, 1436, 791]
party-logo-icon: ☀ [916, 42, 953, 79]
district-heading: சென்னை வடகிழக்கு மாவட்டம் [50, 589, 384, 616]
section-heading: மணிகண்டம் ஒன்றியம் [488, 1336, 651, 1354]
appointment-paragraph: துணை அமைப்பாளர்கள் - 1) எம். சசிக்குமார் 2/8ஏ, வடக்குத் தெரு, ஐங்கநரநல்லூர், அம்பில் அஞ்சல், இலால்குடி தாலுக்கா, திருச்சி மாவட்டம். 2) எம். பால்ராஜ் அம்பேத்கர் நகர், மாங்கம்மாள்புரம் அஞ்சல், இலால்குடி தாலுக்கா, திருச்சி மாவட்டம். 3) இ. இளங்கோவன் சந்திரமாட்டம் கோவில் தெரு கூகூர் அஞ்சல், இலால்குடி தாலுக்கா, திருச்சி மாவட்டம். 4) கே. பாஸ்கர் அம்மன் நகர், மணக்கால் அஞ்சல், இலால்குடி தாலுக்கா, திருச்சி மாவட்டம். [402, 2191, 737, 2329]
appointment-paragraph: துணை அமைப்பாளர்கள் - 1) பி. ஆறுமுகம் அருகம்பாயக்கன்பட்டி, வெள்ளாளப்பட்டி அஞ்சல், மணப்பாறை வட்டம், திருச்சி மாவட்டம். 2) பி. காந்தன் அனுக்காளம்பட்டி, புதுத்தாக்கு அஞ்சல், இளங்காகுறிச்சி வழி, திருச்சி மாவட்டம். 3) எம். சுப்பிரமணி அயையபுரம் மற்றும் அஞ்சல், வையம்பட்டி வழி, திருச்சி மாவட்டம். 4) ஜெ. அன்பரசு ஈச்சம்பட்டி, இனாம் புதுப்பட்டி அஞ்சல், திருச்சி மாவட்டம். 5) எம். ஜெய்சங்கர் கீரனூர் அஞ்சல், திருச்சி மாவட்டம். 6) ச. கிருஷ்ணன் டி.புதுப்பட்டி, பூம்பாடி, சித்தமக்கல் அஞ்சல், மணப்பாறை வழி, திருச்சி மாவட்டம். [1108, 1828, 1436, 2002]
column-1 [50, 585, 384, 2392]
